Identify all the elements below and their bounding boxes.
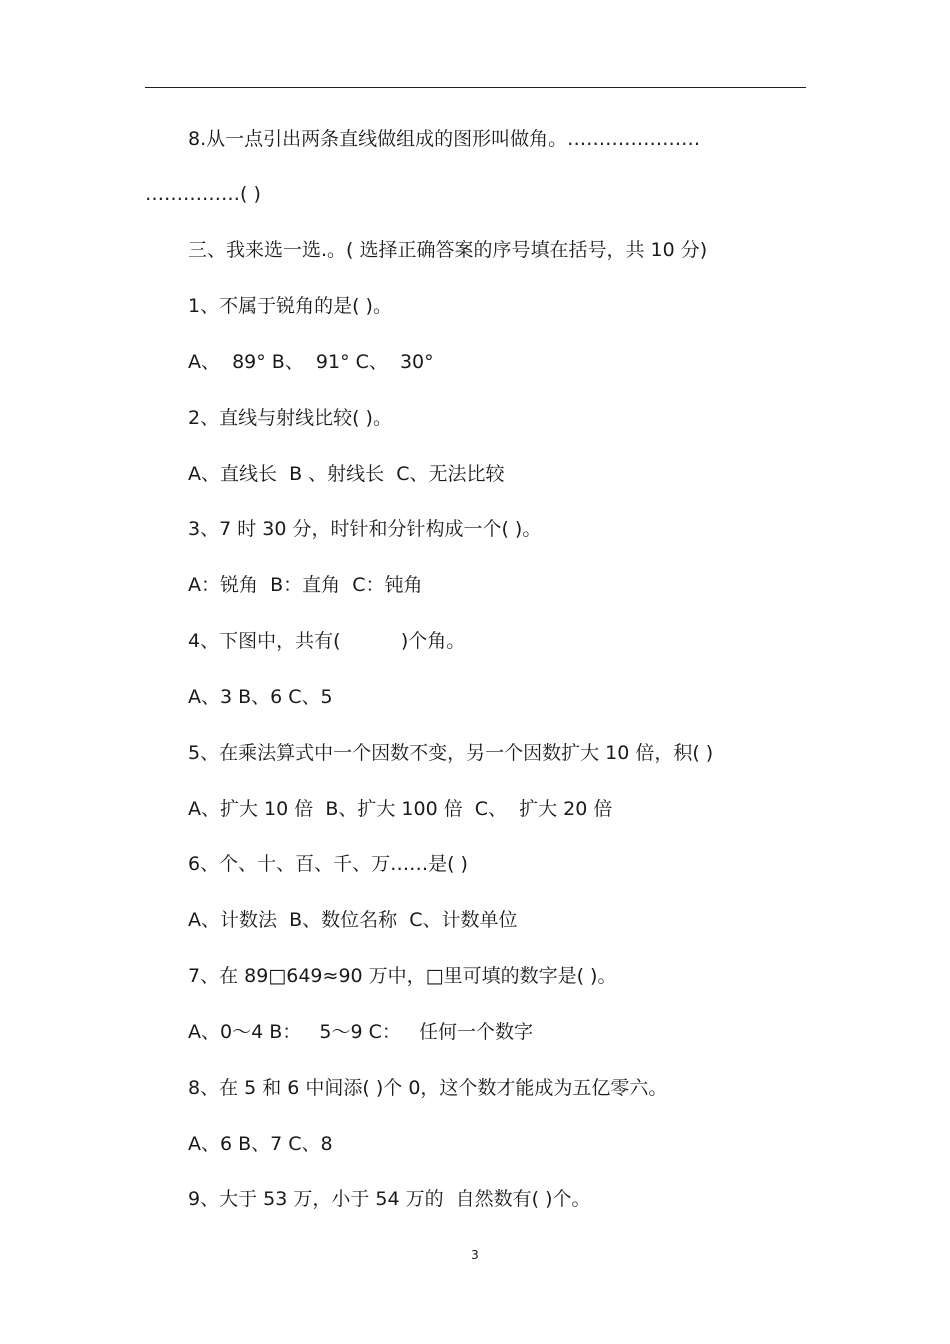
question-2: 2、直线与射线比较( )。 [188,407,392,429]
question-2-options: A、直线长 B 、射线长 C、无法比较 [188,463,505,485]
question-8-line-1: 8.从一点引出两条直线做组成的图形叫做角。………………… [188,128,701,150]
question-8-options: A、6 B、7 C、8 [188,1133,333,1155]
question-4: 4、下图中，共有( )个角。 [188,630,466,652]
question-3-options: A：锐角 B：直角 C：钝角 [188,574,423,596]
question-7: 7、在 89□649≈90 万中，□里可填的数字是( )。 [188,965,617,987]
question-5-options: A、扩大 10 倍 B、扩大 100 倍 C、 扩大 20 倍 [188,798,613,820]
question-9: 9、大于 53 万，小于 54 万的 自然数有( )个。 [188,1188,591,1210]
header-rule [145,87,806,88]
section-3-heading: 三、我来选一选.。( 选择正确答案的序号填在括号，共 10 分) [188,239,708,261]
question-7-options: A、0～4 B： 5～9 C： 任何一个数字 [188,1021,533,1043]
page-number: 3 [471,1248,479,1262]
question-1: 1、不属于锐角的是( )。 [188,295,392,317]
question-8-line-2: ……………( ) [145,183,261,205]
question-5: 5、在乘法算式中一个因数不变，另一个因数扩大 10 倍，积( ) [188,742,714,764]
question-8: 8、在 5 和 6 中间添( )个 0，这个数才能成为五亿零六。 [188,1077,668,1099]
question-6-options: A、计数法 B、数位名称 C、计数单位 [188,909,518,931]
question-3: 3、7 时 30 分，时针和分针构成一个( )。 [188,518,542,540]
question-1-options: A、 89° B、 91° C、 30° [188,351,434,373]
question-6: 6、个、十、百、千、万……是( ) [188,853,468,875]
question-4-options: A、3 B、6 C、5 [188,686,333,708]
